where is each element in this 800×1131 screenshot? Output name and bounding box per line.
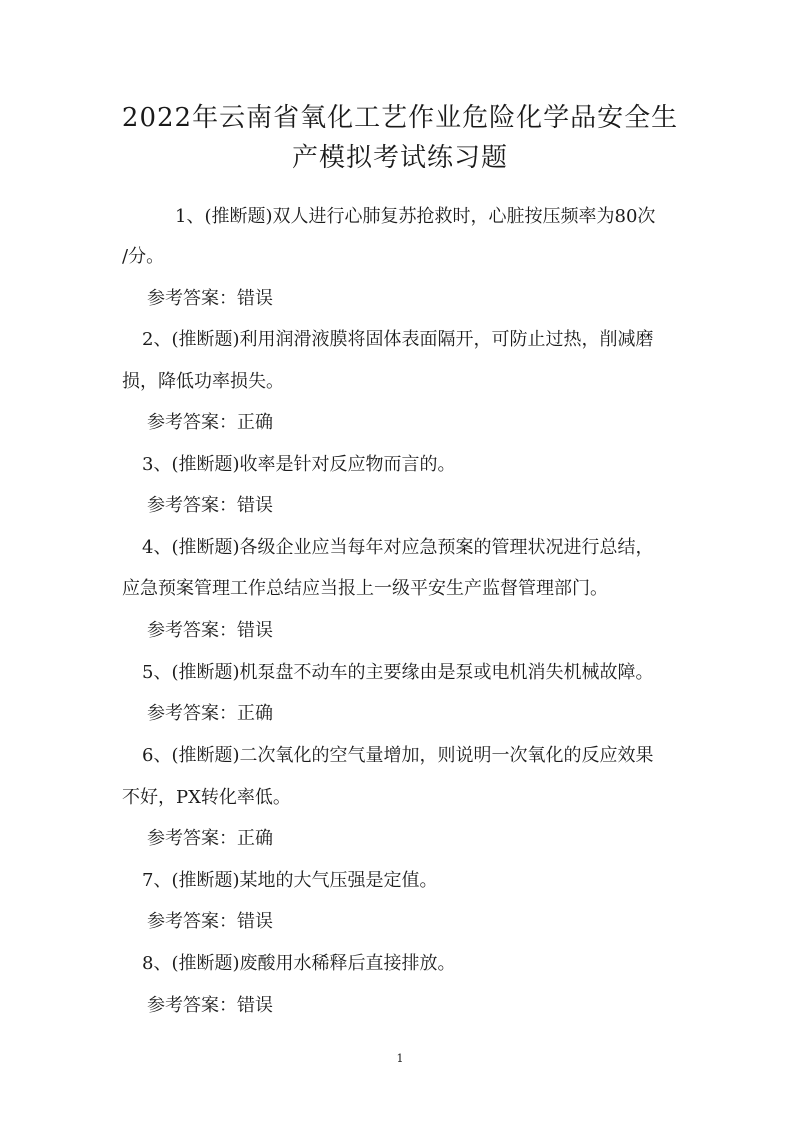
page-title-line1: 2022年云南省氧化工艺作业危险化学品安全生	[121, 103, 679, 133]
question-5-line1: 5、(推断题)机泵盘不动车的主要缘由是泵或电机消失机械故障。	[142, 662, 654, 683]
question-2-line1: 2、(推断题)利用润滑液膜将固体表面隔开，可防止过热，削减磨	[142, 329, 654, 350]
question-3-line1: 3、(推断题)收率是针对反应物而言的。	[142, 454, 456, 475]
answer-1: 参考答案：错误	[147, 288, 273, 309]
answer-6: 参考答案：正确	[147, 828, 273, 849]
question-7-line1: 7、(推断题)某地的大气压强是定值。	[142, 870, 438, 891]
answer-2: 参考答案：正确	[147, 412, 273, 433]
question-8-line1: 8、(推断题)废酸用水稀释后直接排放。	[142, 953, 456, 974]
answer-5: 参考答案：正确	[147, 703, 273, 724]
answer-7: 参考答案：错误	[147, 911, 273, 932]
question-6-line1: 6、(推断题)二次氧化的空气量增加，则说明一次氧化的反应效果	[142, 745, 654, 766]
page-number: 1	[396, 1052, 404, 1065]
page-title-line2: 产模拟考试练习题	[291, 143, 508, 173]
answer-3: 参考答案：错误	[147, 495, 273, 516]
question-2-line2: 损，降低功率损失。	[122, 371, 284, 392]
question-1-line1: 1、(推断题)双人进行心肺复苏抢救时，心脏按压频率为80次	[175, 206, 656, 227]
question-6-line2: 不好，PX转化率低。	[122, 787, 291, 808]
answer-8: 参考答案：错误	[147, 995, 273, 1016]
answer-4: 参考答案：错误	[147, 620, 273, 641]
question-4-line1: 4、(推断题)各级企业应当每年对应急预案的管理状况进行总结，	[142, 537, 654, 558]
question-4-line2: 应急预案管理工作总结应当报上一级平安生产监督管理部门。	[122, 578, 608, 599]
question-1-line2: /分。	[122, 246, 165, 267]
